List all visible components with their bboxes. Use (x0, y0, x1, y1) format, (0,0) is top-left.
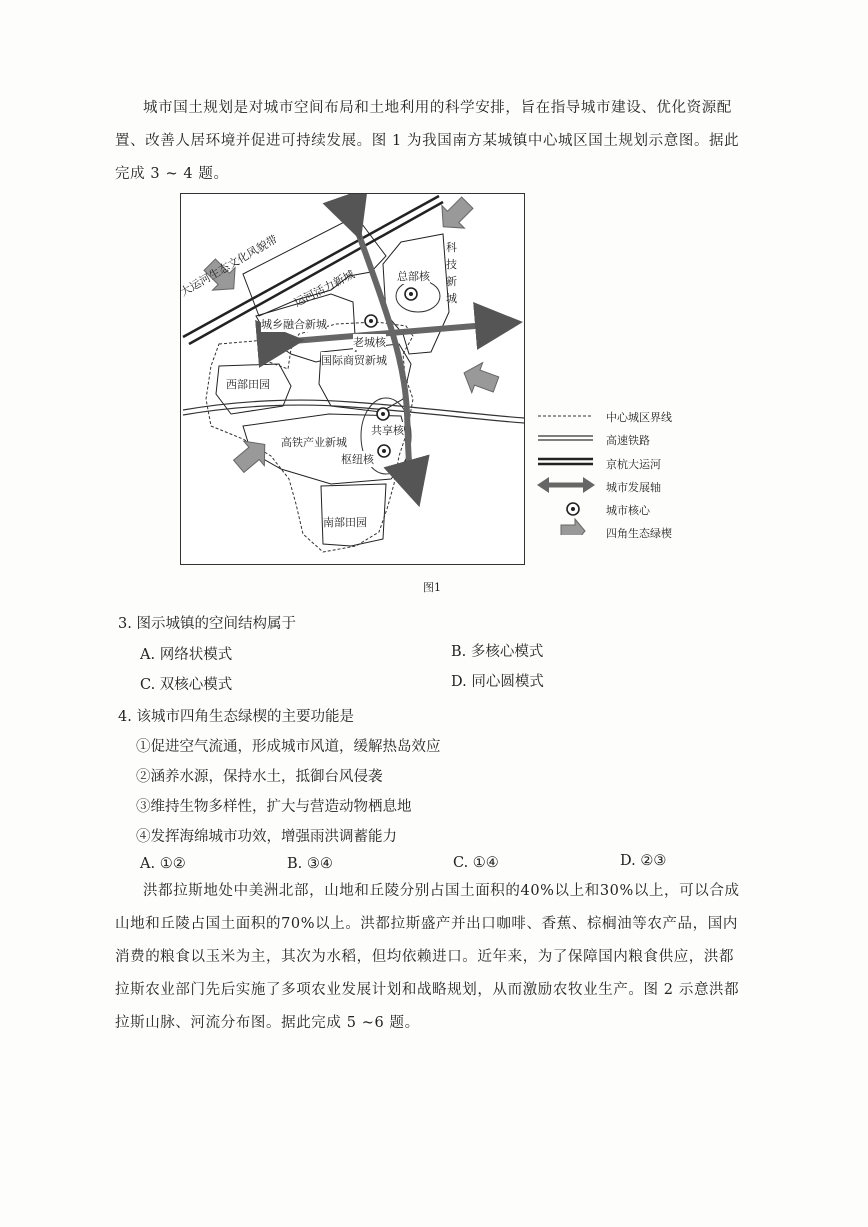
intro2-line-1: 洪都拉斯地处中美洲北部，山地和丘陵分别占国土面积的40%以上和30%以上，可以合成 (143, 883, 740, 899)
q4-option-a[interactable]: A. ①② (140, 856, 186, 872)
q4-item-3: ③维持生物多样性，扩大与营造动物栖息地 (136, 799, 412, 815)
tech-new-city-label: 科技新城 (446, 241, 457, 305)
yun-new-city-label: 运河活力新城 (291, 267, 357, 310)
q4-item-4: ④发挥海绵城市功效，增强雨洪调蓄能力 (136, 829, 397, 845)
legend-label-boundary: 中心城区界线 (606, 411, 672, 424)
hq-core-icon (405, 288, 417, 300)
legend-label-axis: 城市发展轴 (606, 481, 661, 494)
old-city-core-label: 老城核 (353, 336, 386, 349)
hub-core-label: 枢纽核 (341, 453, 374, 466)
legend-label-canal: 京杭大运河 (606, 458, 661, 471)
legend-wedge-arrow-icon (561, 519, 585, 535)
hq-core-label: 总部核 (397, 270, 430, 283)
q3-stem: 3. 图示城镇的空间结构属于 (118, 616, 296, 632)
q4-option-d[interactable]: D. ②③ (620, 853, 667, 869)
intro1-line-3: 完成 3 ~ 4 题。 (115, 166, 229, 182)
figure-1-caption: 图1 (423, 581, 441, 594)
shared-core-icon (377, 408, 389, 420)
figure-1-map (180, 193, 525, 565)
hub-core-icon (378, 445, 390, 457)
shared-core-label: 共享核 (371, 424, 404, 437)
old-city-core-icon (365, 315, 377, 327)
intro2-line-2: 山地和丘陵占国土面积的70%以上。洪都拉斯盛产并出口咖啡、香蕉、棕榈油等农产品，国内 (115, 916, 738, 932)
intro2-line-4: 拉斯农业部门先后实施了多项农业发展计划和战略规划，从而激励农牧业生产。图 2 示意洪都 (115, 982, 740, 998)
urban-rural-new-city-label: 城乡融合新城 (261, 318, 327, 331)
wedge-arrow-icon-ne (432, 194, 479, 238)
wedge-arrow-icon-sw (228, 432, 275, 478)
q3-option-c[interactable]: C. 双核心模式 (140, 677, 233, 693)
legend-label-core: 城市核心 (606, 504, 650, 517)
south-garden-label: 南部田园 (323, 516, 367, 529)
hq-core-zone (396, 280, 440, 312)
legend-label-wedge: 四角生态绿楔 (606, 527, 672, 540)
hsr-new-city-label: 高铁产业新城 (281, 436, 347, 449)
intro2-line-3: 消费的粮食以玉米为主，其次为水稻，但均依赖进口。近年来，为了保障国内粮食供应，洪都 (115, 949, 735, 965)
q4-stem: 4. 该城市四角生态绿楔的主要功能是 (118, 709, 354, 725)
canal-belt-label: 大运河生态文化风貌带 (178, 232, 280, 299)
q4-item-2: ②涵养水源，保持水土，抵御台风侵袭 (136, 769, 383, 785)
intro1-line-2: 置、改善人居环境并促进可持续发展。图 1 为我国南方某城镇中心城区国土规划示意图。据此 (115, 133, 740, 149)
intro2-line-5: 拉斯山脉、河流分布图。据此完成 5 ~6 题。 (115, 1015, 420, 1031)
high-speed-railway-b (183, 405, 524, 423)
q4-item-1: ①促进空气流通，形成城市风道，缓解热岛效应 (136, 739, 441, 755)
legend-label-railway: 高速铁路 (606, 434, 650, 447)
wedge-arrow-icon-e (459, 358, 502, 400)
intro1-line-1: 城市国土规划是对城市空间布局和土地利用的科学安排，旨在指导城市建设、优化资源配 (143, 100, 732, 116)
intl-trade-new-city-label: 国际商贸新城 (321, 354, 387, 367)
legend-double-arrow-icon (537, 477, 595, 493)
legend-core-circle-icon (567, 503, 579, 515)
q4-option-c[interactable]: C. ①④ (453, 855, 499, 871)
west-garden-label: 西部田园 (226, 378, 270, 391)
q3-option-a[interactable]: A. 网络状模式 (140, 647, 233, 663)
q3-option-d[interactable]: D. 同心圆模式 (451, 674, 544, 690)
q4-option-b[interactable]: B. ③④ (287, 856, 333, 872)
q3-option-b[interactable]: B. 多核心模式 (451, 644, 544, 660)
